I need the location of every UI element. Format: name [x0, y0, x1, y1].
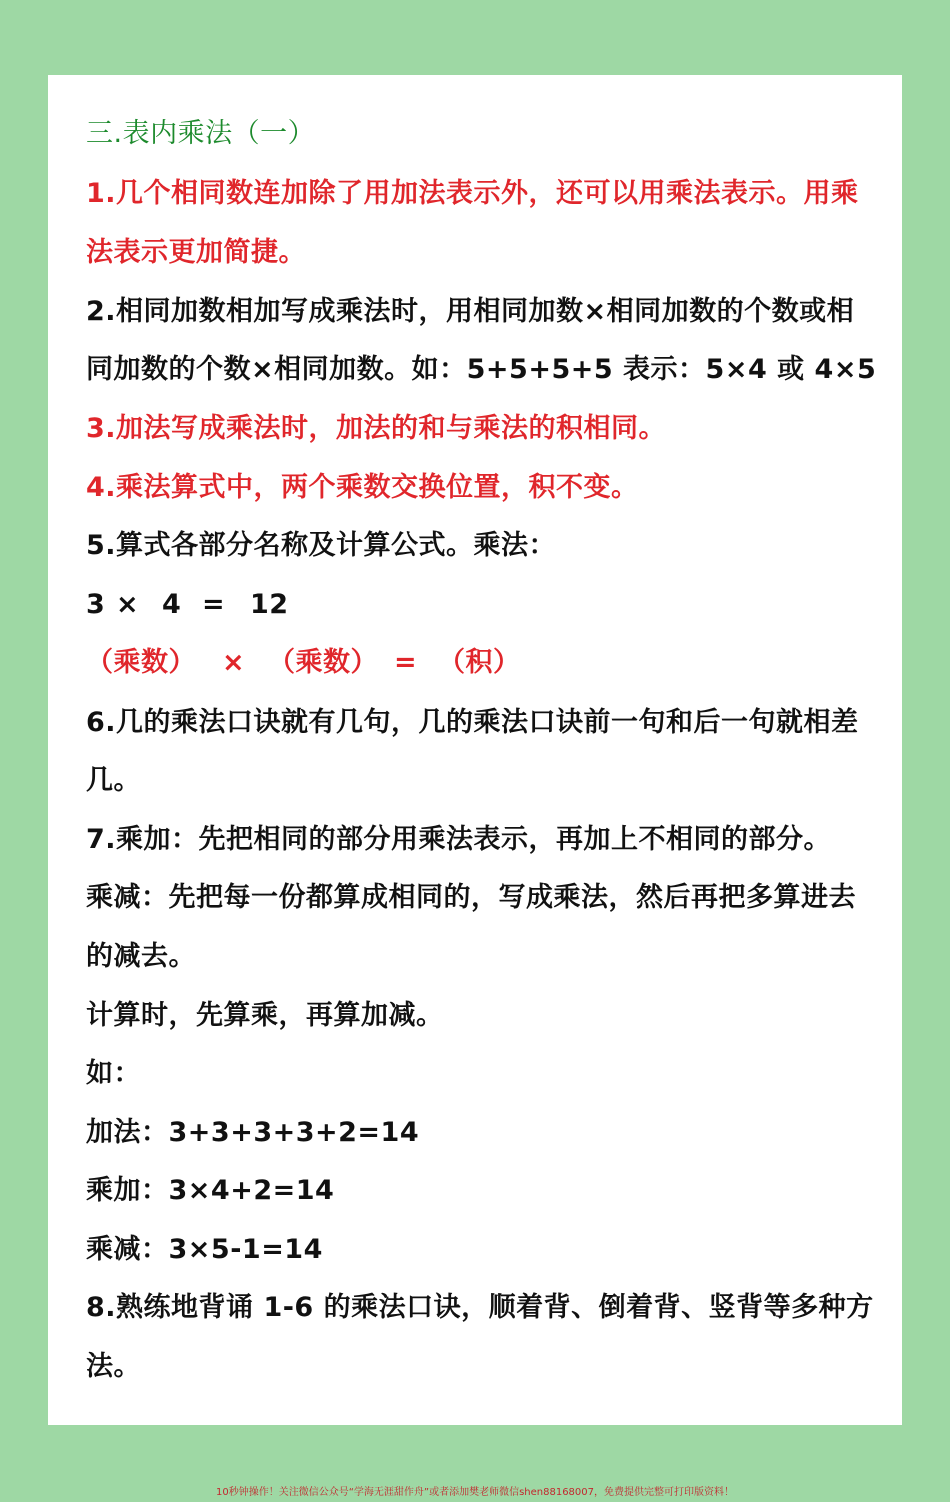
part-name-factor-b: （乘数）: [268, 647, 378, 678]
equation-equals-sign: =: [202, 589, 226, 620]
point-8-line-1: 8.熟练地背诵 1-6 的乘法口诀，顺着背、倒着背、竖背等多种方: [86, 1292, 874, 1323]
point-7-example-addition: 加法：3+3+3+3+2=14: [86, 1117, 420, 1148]
point-1-line-1: 1.几个相同数连加除了用加法表示外，还可以用乘法表示。用乘: [86, 178, 859, 209]
point-6-line-1: 6.几的乘法口诀就有几句，几的乘法口诀前一句和后一句就相差: [86, 707, 859, 738]
point-7-example-multiply-add: 乘加：3×4+2=14: [86, 1175, 335, 1206]
point-4: 4.乘法算式中，两个乘数交换位置，积不变。: [86, 472, 639, 503]
point-7-line-3: 的减去。: [86, 941, 196, 972]
point-1-line-2: 法表示更加简捷。: [86, 237, 306, 268]
point-2-line-1: 2.相同加数相加写成乘法时，用相同加数×相同加数的个数或相: [86, 296, 855, 327]
multiplication-part-names: [86, 645, 686, 681]
equation-factor-b: 4: [162, 589, 182, 620]
equation-factor-a: 3: [86, 589, 106, 620]
section-title: 三.表内乘法（一）: [86, 118, 316, 149]
part-name-product: （积）: [438, 647, 521, 678]
document-sheet: [48, 75, 902, 1425]
point-8-line-2: 法。: [86, 1351, 141, 1382]
point-6-line-2: 几。: [86, 765, 141, 796]
point-7-line-5: 如：: [86, 1058, 141, 1089]
part-name-times-sign: ×: [222, 647, 246, 678]
part-name-factor-a: （乘数）: [86, 647, 196, 678]
footer-note: 10秒钟操作！关注微信公众号“学海无涯甜作舟”或者添加樊老师微信shen88168007，免费提供完整可打印版资料！: [215, 1487, 735, 1498]
point-2-line-2: 同加数的个数×相同加数。如：5+5+5+5 表示：5×4 或 4×5: [86, 354, 877, 385]
point-7-line-2: 乘减：先把每一份都算成相同的，写成乘法，然后再把多算进去: [86, 882, 856, 913]
point-7-line-4: 计算时，先算乘，再算加减。: [86, 1000, 444, 1031]
point-7-example-multiply-subtract: 乘减：3×5-1=14: [86, 1234, 323, 1265]
part-name-equals-sign: =: [394, 647, 418, 678]
equation-times-sign: ×: [116, 589, 140, 620]
point-7-line-1: 7.乘加：先把相同的部分用乘法表示，再加上不相同的部分。: [86, 824, 832, 855]
point-3: 3.加法写成乘法时，加法的和与乘法的积相同。: [86, 413, 667, 444]
multiplication-equation: [86, 587, 686, 623]
point-5: 5.算式各部分名称及计算公式。乘法：: [86, 530, 557, 561]
equation-result: 12: [250, 589, 289, 620]
